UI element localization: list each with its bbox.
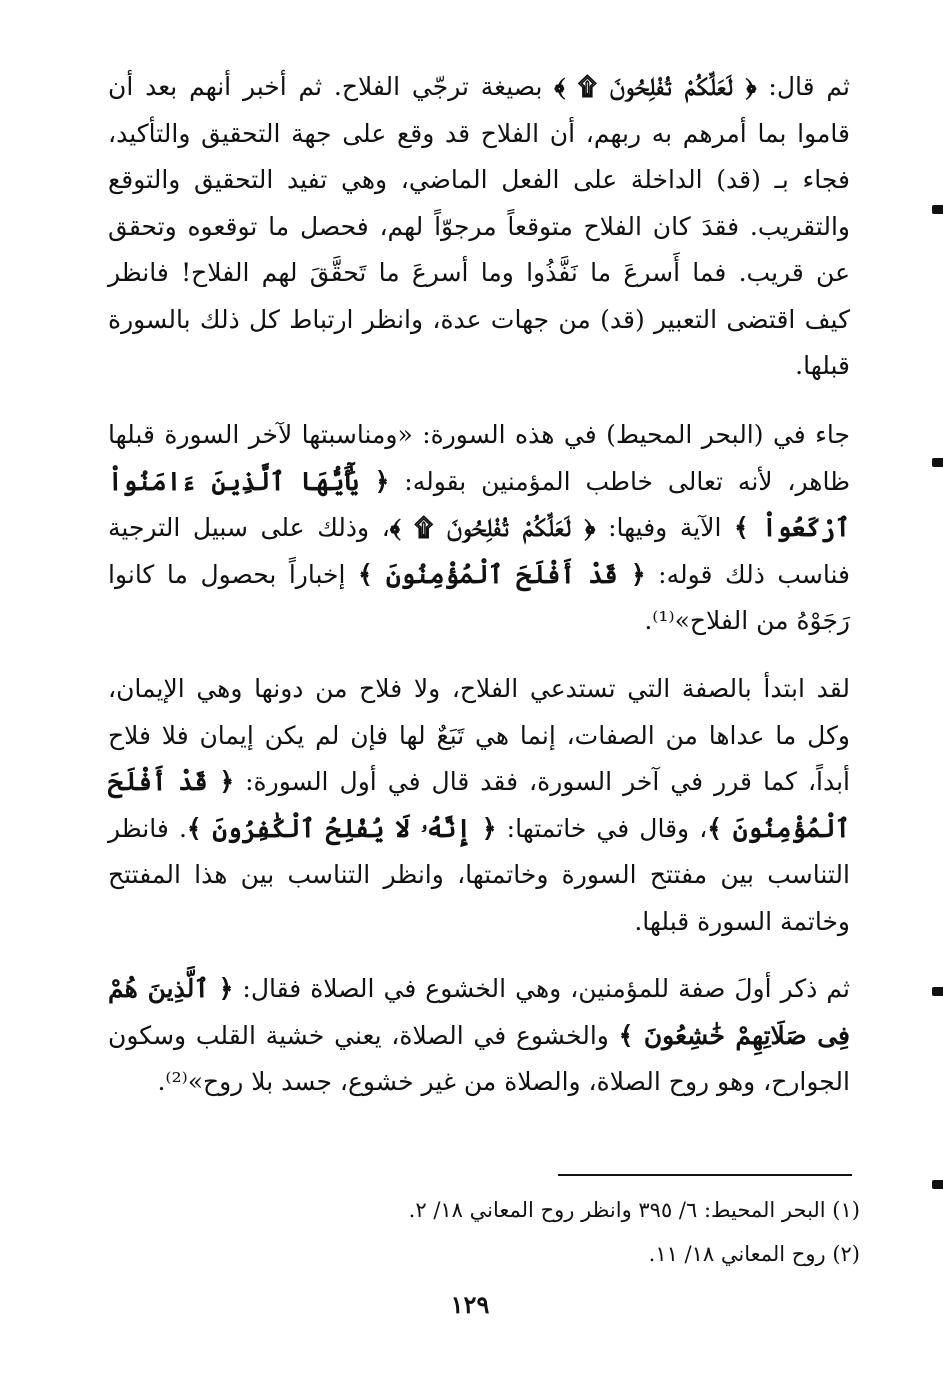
quran-verse: ﴿ ٱلَّذِينَ هُمْ فِى صَلَاتِهِمْ خَٰشِعُونَ ﴾ (108, 974, 851, 1050)
text-segment: جاء في (البحر المحيط) في هذه السورة: «ومناسبتها لآخر السورة قبلها ظاهر، لأنه تعالى خاطب المؤمنين بقوله: (108, 420, 850, 496)
quran-verse: ﴿ لَعَلَّكُمْ تُفْلِحُونَ ۩ ﴾ (389, 513, 596, 542)
text-segment: ثم ذكر أولَ صفة للمؤمنين، وهي الخشوع في الصلاة فقال: (233, 974, 850, 1003)
text-segment: لقد ابتدأ بالصفة التي تستدعي الفلاح، ولا فلاح من دونها وهي الإيمان، وكل ما عداها من الصفات، إنما هي تَبَعٌ لها فإن لم يكن إيمان فلا فلاح أبداً، كما قرر في آخر السورة، فقد قال في أول السورة: (108, 674, 850, 796)
paragraph-3 (108, 666, 850, 945)
footnote-2: (٢) روح المعاني ١٨/ ١١. (648, 1242, 860, 1266)
quran-verse: ﴿ لَعَلَّكُمْ تُفْلِحُونَ ۩ ﴾ (554, 72, 757, 101)
footnote-divider (558, 1174, 852, 1176)
footnote-1: (١) البحر المحيط: ٦/ ٣٩٥ وانظر روح المعاني ١٨/ ٢. (408, 1198, 860, 1222)
quran-verse: ﴿ يَٰٓأَيُّهَا ٱلَّذِينَ ءَامَنُواْ ٱرْكَعُواْ ﴾ (108, 466, 850, 542)
margin-mark (932, 987, 943, 996)
quran-verse: ﴿ قَدْ أَفْلَحَ ٱلْمُؤْمِنُونَ ﴾ (108, 767, 851, 843)
text-segment: ثم قال: (756, 72, 850, 101)
margin-mark (932, 458, 943, 467)
text-segment: بصيغة ترجّي الفلاح. ثم أخبر أنهم بعد أن قاموا بما أمرهم به ربهم، أن الفلاح قد وقع على جهة التحقيق والتأكيد، فجاء بـ (قد) الداخلة على الفعل الماضي، وهي تفيد التحقيق والتوقع والتقريب. فقدَ كان الفلاح متوقعاً مرجوّاً لهم، فحصل ما توقعوه وتحقق عن قريب. فما أَسرعَ ما نَفَّذُوا وما أسرعَ ما تَحقَّقَ لهم الفلاح! فانظر كيف اقتضى التعبير (قد) من جهات عدة، وانظر ارتباط كل ذلك بالسورة قبلها. (108, 72, 850, 380)
text-segment: إخباراً بحصول ما كانوا رَجَوْهُ من الفلاح»⁽¹⁾. (108, 559, 850, 635)
paragraph-1 (108, 64, 850, 390)
margin-mark (932, 1180, 943, 1189)
text-segment: . فانظر التناسب بين مفتتح السورة وخاتمتها، وانظر التناسب بين هذا المفتتح وخاتمة السورة قبلها. (108, 813, 850, 936)
quran-verse: ﴿ إِنَّهُۥ لَا يُفْلِحُ ٱلْكَٰفِرُونَ ﴾ (186, 813, 497, 843)
page-number: ١٢٩ (450, 1290, 490, 1319)
quran-verse: ﴿ قَدْ أَفْلَحَ ٱلْمُؤْمِنُونَ ﴾ (357, 559, 646, 589)
paragraph-2 (108, 412, 850, 645)
paragraph-4 (108, 966, 850, 1106)
text-segment: ، وقال في خاتمتها: (496, 813, 708, 843)
text-segment: والخشوع في الصلاة، يعني خشية القلب وسكون الجوارح، وهو روح الصلاة، والصلاة من غير خشوع، جسد بلا روح»⁽²⁾. (108, 1020, 850, 1096)
text-segment: الآية وفيها: (595, 513, 735, 542)
margin-mark (932, 205, 943, 214)
text-segment: ، وذلك على سبيل الترجية فناسب ذلك قوله: (108, 513, 850, 589)
